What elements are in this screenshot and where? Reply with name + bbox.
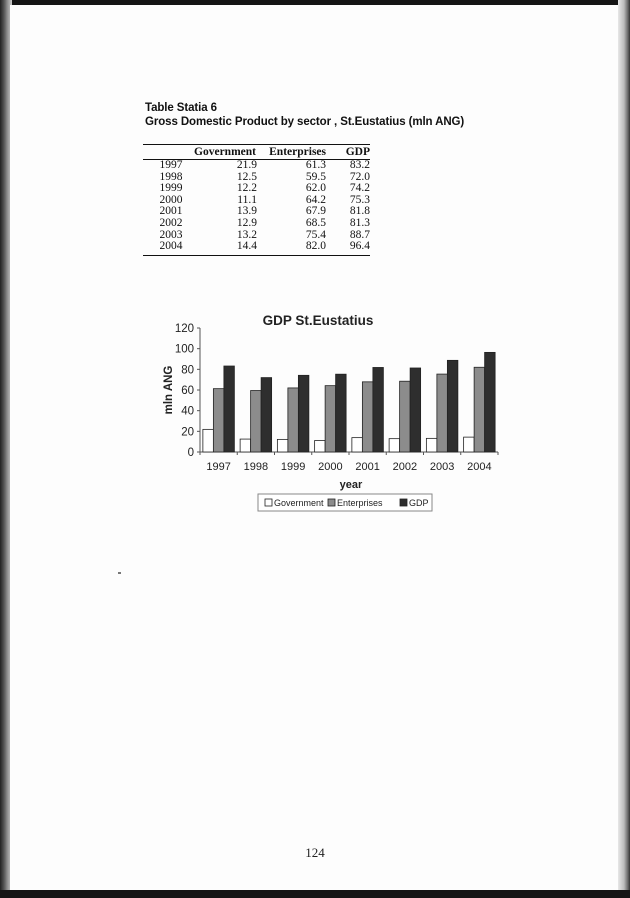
y-tick-label: 20 <box>181 426 194 439</box>
table-header-row <box>143 145 370 160</box>
bar-enterprises <box>213 389 224 452</box>
year-cell: 2003 <box>159 228 183 241</box>
y-tick-label: 120 <box>174 323 194 335</box>
government-cell: 13.9 <box>236 205 257 218</box>
bar-gdp <box>336 374 347 452</box>
chart-canvas <box>140 305 520 520</box>
year-cell: 1997 <box>159 159 183 171</box>
bar-enterprises <box>474 367 485 452</box>
bar-enterprises <box>437 374 448 452</box>
scan-speck <box>118 572 121 574</box>
enterprises-cell: 68.5 <box>305 216 326 229</box>
chart-title: GDP St.Eustatius <box>262 313 374 328</box>
x-tick-label: 2002 <box>392 461 418 473</box>
bar-government <box>277 439 288 452</box>
y-tick-label: 80 <box>181 364 194 377</box>
x-tick-label: 2001 <box>355 461 380 473</box>
table-row <box>143 241 370 253</box>
x-axis-label: year <box>339 479 363 491</box>
bar-government <box>352 438 363 452</box>
header-government: Government <box>194 146 256 158</box>
year-cell: 2004 <box>159 240 183 253</box>
bar-government <box>464 437 475 452</box>
government-cell: 12.5 <box>236 170 257 183</box>
bar-gdp <box>447 360 458 452</box>
bar-government <box>203 429 214 452</box>
government-cell: 21.9 <box>236 159 257 171</box>
enterprises-cell: 75.4 <box>305 228 326 241</box>
enterprises-cell: 82.0 <box>305 240 326 253</box>
legend-label-government: Government <box>274 498 324 508</box>
bar-gdp <box>298 375 309 452</box>
scan-border-right <box>618 0 630 898</box>
x-tick-label: 1997 <box>206 461 231 473</box>
x-tick-label: 2004 <box>467 461 492 473</box>
bar-enterprises <box>362 382 373 452</box>
enterprises-cell: 67.9 <box>305 205 326 218</box>
government-cell: 12.9 <box>236 216 257 229</box>
x-tick-label: 1998 <box>243 461 269 473</box>
table-row <box>143 218 370 230</box>
legend-swatch-government <box>265 499 272 506</box>
bar-government <box>426 438 437 452</box>
legend-swatch-gdp <box>400 499 407 506</box>
gdp-cell: 75.3 <box>349 193 370 206</box>
header-gdp: GDP <box>345 146 370 158</box>
table-body <box>143 160 370 253</box>
x-tick-label: 2000 <box>318 461 343 473</box>
table-bottom-rule <box>143 255 370 256</box>
government-cell: 13.2 <box>236 228 257 241</box>
data-table <box>143 144 370 256</box>
year-cell: 1998 <box>159 170 183 183</box>
enterprises-cell: 59.5 <box>305 170 326 183</box>
y-tick-label: 0 <box>187 447 194 459</box>
year-cell: 2001 <box>159 205 183 218</box>
enterprises-cell: 61.3 <box>305 159 326 171</box>
year-cell: 1999 <box>159 182 183 195</box>
year-cell: 2002 <box>159 216 183 229</box>
legend-label-gdp: GDP <box>409 498 429 508</box>
bar-gdp <box>410 368 421 452</box>
table-row <box>143 160 370 172</box>
bar-gdp <box>224 366 235 452</box>
gdp-cell: 96.4 <box>349 240 370 253</box>
government-cell: 12.2 <box>236 182 257 195</box>
gdp-cell: 72.0 <box>349 170 370 183</box>
table-label: Table Statia 6 <box>145 102 217 114</box>
bar-gdp <box>373 367 384 452</box>
header-enterprises: Enterprises <box>269 146 326 158</box>
scan-border-bottom <box>0 890 630 898</box>
gdp-cell: 81.3 <box>349 216 370 229</box>
gdp-cell: 83.2 <box>349 159 370 171</box>
gdp-cell: 81.8 <box>349 205 370 218</box>
bar-government <box>240 439 251 452</box>
y-axis-label: mln ANG <box>163 365 175 415</box>
government-cell: 11.1 <box>237 193 257 206</box>
x-tick-label: 1999 <box>280 461 306 473</box>
legend-label-enterprises: Enterprises <box>337 498 383 508</box>
bar-government <box>315 441 326 452</box>
bar-enterprises <box>400 381 411 452</box>
page-number: 124 <box>305 845 325 860</box>
y-tick-label: 60 <box>181 385 194 397</box>
gdp-chart <box>140 305 520 520</box>
gdp-cell: 74.2 <box>349 182 370 195</box>
y-tick-label: 100 <box>174 343 194 356</box>
y-tick-label: 40 <box>181 405 194 418</box>
bar-enterprises <box>251 391 262 452</box>
enterprises-cell: 62.0 <box>305 182 326 195</box>
bar-enterprises <box>325 386 336 452</box>
enterprises-cell: 64.2 <box>305 193 326 206</box>
government-cell: 14.4 <box>236 240 257 253</box>
year-cell: 2000 <box>159 193 183 206</box>
bar-gdp <box>485 352 496 452</box>
legend-swatch-enterprises <box>328 499 335 506</box>
gdp-cell: 88.7 <box>349 228 370 241</box>
bar-enterprises <box>288 388 299 452</box>
bar-government <box>389 439 400 452</box>
table-title: Gross Domestic Product by sector , St.Eustatius (mln ANG) <box>145 116 465 128</box>
x-tick-label: 2003 <box>429 461 455 473</box>
bar-gdp <box>261 378 272 452</box>
